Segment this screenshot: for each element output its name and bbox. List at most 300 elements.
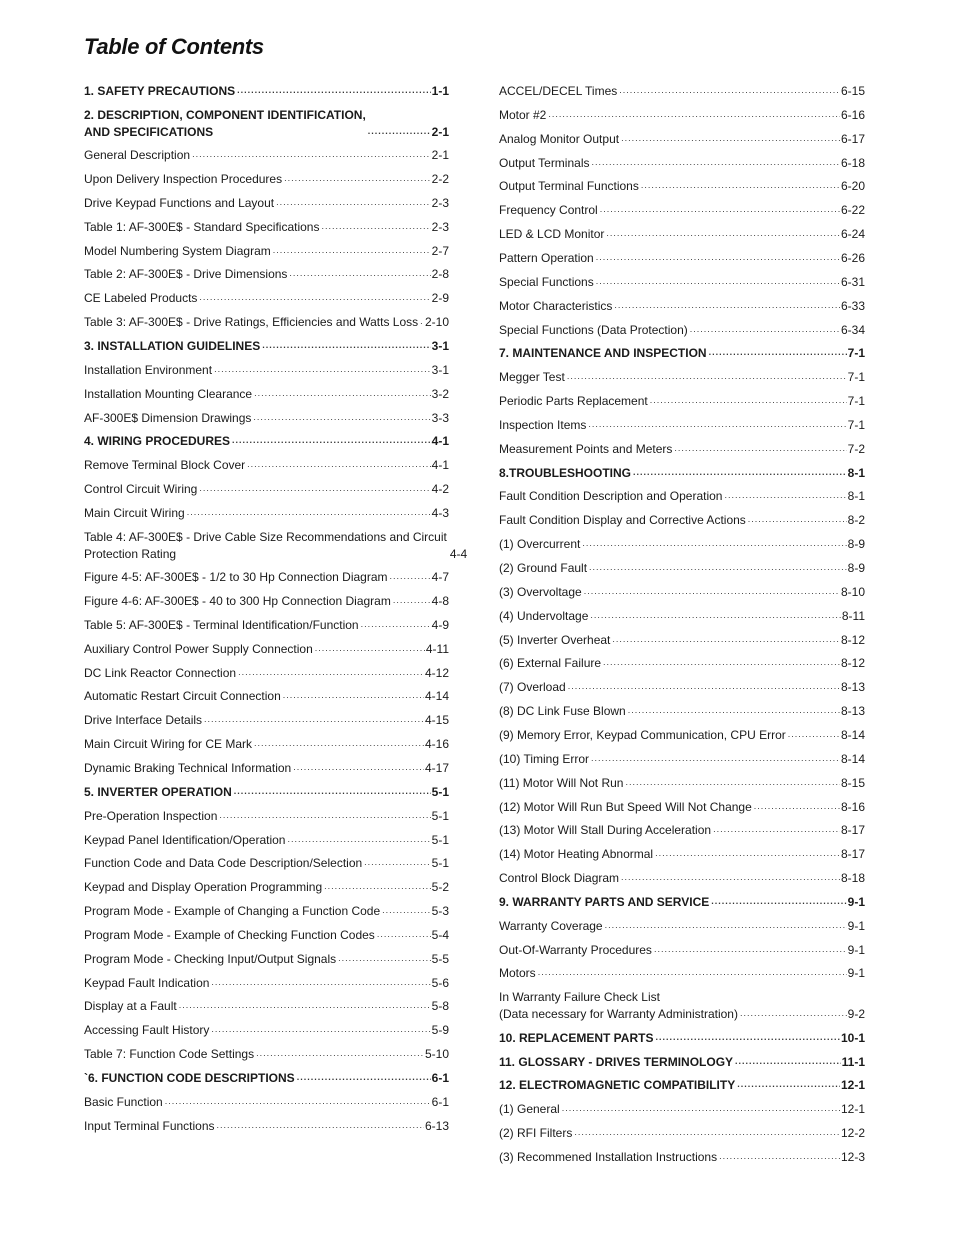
dot-leader bbox=[538, 968, 847, 977]
toc-entry-title: Main Circuit Wiring bbox=[84, 505, 185, 520]
toc-entry[interactable] bbox=[84, 809, 449, 823]
toc-page-number: 4-2 bbox=[431, 482, 449, 497]
dot-leader bbox=[591, 754, 840, 763]
toc-entry-title: (7) Overload bbox=[499, 680, 566, 695]
toc-entry[interactable] bbox=[84, 880, 449, 894]
toc-entry[interactable] bbox=[499, 156, 865, 170]
toc-entry-title: (8) DC Link Fuse Blown bbox=[499, 704, 626, 719]
dot-leader bbox=[338, 954, 431, 963]
toc-entry[interactable] bbox=[499, 418, 865, 432]
toc-page-number: 8-9 bbox=[847, 537, 865, 552]
toc-section-heading[interactable] bbox=[499, 1031, 865, 1045]
dot-leader bbox=[377, 930, 431, 939]
toc-page-number: 12-1 bbox=[840, 1102, 865, 1117]
dot-leader bbox=[719, 1152, 840, 1161]
toc-section-heading[interactable] bbox=[84, 84, 449, 98]
dot-leader bbox=[204, 715, 424, 724]
toc-page-number: 8-13 bbox=[840, 680, 865, 695]
toc-entry[interactable] bbox=[84, 833, 449, 847]
toc-entry-title: 10. REPLACEMENT PARTS bbox=[499, 1030, 654, 1045]
toc-entry[interactable] bbox=[84, 1119, 449, 1133]
toc-entry[interactable] bbox=[499, 108, 865, 122]
toc-page-number: 6-31 bbox=[840, 274, 865, 289]
toc-entry[interactable] bbox=[499, 442, 865, 456]
toc-entry[interactable] bbox=[84, 482, 449, 496]
toc-entry[interactable] bbox=[84, 387, 449, 401]
toc-page-number: 6-1 bbox=[431, 1071, 449, 1085]
toc-entry-title: (10) Timing Error bbox=[499, 751, 590, 766]
toc-entry-title: Program Mode - Example of Changing a Function Code bbox=[84, 904, 381, 919]
toc-entry[interactable] bbox=[499, 251, 865, 265]
toc-entry-title: Megger Test bbox=[499, 370, 565, 385]
toc-entry[interactable] bbox=[84, 713, 449, 727]
toc-entry[interactable] bbox=[84, 267, 449, 281]
toc-entry-title: Inspection Items bbox=[499, 417, 587, 432]
dot-leader bbox=[674, 444, 846, 453]
toc-page-number: 7-1 bbox=[847, 370, 865, 385]
toc-entry-title: Auxiliary Control Power Supply Connection bbox=[84, 641, 313, 656]
toc-page-number: 6-18 bbox=[840, 155, 865, 170]
toc-entry-title: Program Mode - Example of Checking Function Codes bbox=[84, 927, 375, 942]
toc-entry[interactable] bbox=[499, 1150, 865, 1164]
toc-entry[interactable] bbox=[499, 370, 865, 384]
toc-entry[interactable] bbox=[499, 704, 865, 718]
dot-leader bbox=[655, 849, 840, 858]
dot-leader bbox=[289, 269, 430, 278]
toc-entry-title: Output Terminal Functions bbox=[499, 179, 639, 194]
toc-entry[interactable] bbox=[499, 179, 865, 193]
toc-page-number: 5-1 bbox=[431, 832, 449, 847]
dot-leader bbox=[238, 668, 424, 677]
dot-leader bbox=[584, 587, 840, 596]
toc-section-heading[interactable] bbox=[84, 434, 449, 448]
toc-page-number: 8-17 bbox=[840, 823, 865, 838]
toc-section-heading[interactable] bbox=[499, 1078, 865, 1092]
toc-page-number: 5-1 bbox=[431, 856, 449, 871]
toc-entry-title: Automatic Restart Circuit Connection bbox=[84, 689, 281, 704]
dot-leader bbox=[211, 978, 430, 987]
toc-page-number: 5-4 bbox=[431, 927, 449, 942]
toc-entry[interactable] bbox=[84, 291, 449, 305]
toc-page-number: 5-6 bbox=[431, 975, 449, 990]
toc-page-number: 5-1 bbox=[431, 784, 449, 799]
toc-entry[interactable] bbox=[499, 203, 865, 217]
toc-entry-title: Periodic Parts Replacement bbox=[499, 394, 648, 409]
toc-page-number: 6-26 bbox=[840, 250, 865, 265]
toc-entry[interactable] bbox=[84, 761, 449, 775]
toc-entry[interactable] bbox=[499, 537, 865, 551]
toc-page-number: 4-15 bbox=[424, 713, 449, 728]
dot-leader bbox=[735, 1057, 841, 1066]
toc-page-number: 8-17 bbox=[840, 847, 865, 862]
dot-leader bbox=[628, 706, 840, 715]
toc-entry-title: Motor Characteristics bbox=[499, 298, 613, 313]
toc-entry-title: DC Link Reactor Connection bbox=[84, 665, 237, 680]
dot-leader bbox=[368, 127, 431, 136]
toc-entry[interactable] bbox=[499, 776, 865, 790]
dot-leader bbox=[592, 158, 840, 167]
toc-page-number: 2-3 bbox=[431, 219, 449, 234]
dot-leader bbox=[256, 1049, 424, 1058]
toc-entry[interactable] bbox=[84, 618, 449, 632]
toc-page-number: 9-1 bbox=[847, 894, 865, 909]
dot-leader bbox=[217, 1121, 424, 1130]
dot-leader bbox=[199, 293, 430, 302]
toc-section-heading[interactable] bbox=[84, 1071, 449, 1085]
toc-entry-title: Keypad and Display Operation Programming bbox=[84, 880, 323, 895]
toc-entry-title-line: (Data necessary for Warranty Administration) bbox=[499, 1007, 738, 1022]
toc-page-number: 4-12 bbox=[424, 665, 449, 680]
toc-page-number: 6-16 bbox=[840, 107, 865, 122]
toc-entry[interactable] bbox=[84, 666, 449, 680]
toc-entry-title: Accessing Fault History bbox=[84, 1023, 210, 1038]
toc-entry-title: Basic Function bbox=[84, 1094, 163, 1109]
dot-leader bbox=[606, 229, 840, 238]
toc-entry[interactable] bbox=[84, 244, 449, 258]
toc-page-number: 8-13 bbox=[840, 704, 865, 719]
toc-entry-title: (3) Recommened Installation Instructions bbox=[499, 1149, 718, 1164]
dot-leader bbox=[214, 365, 431, 374]
page-title: Table of Contents bbox=[84, 34, 264, 59]
toc-entry[interactable] bbox=[84, 737, 449, 751]
toc-page-number: 8-9 bbox=[847, 561, 865, 575]
toc-entry[interactable] bbox=[499, 656, 865, 670]
dot-leader bbox=[548, 110, 840, 119]
toc-entry[interactable] bbox=[499, 609, 865, 623]
toc-entry-title: Table 3: AF-300E$ - Drive Ratings, Efficiencies and Watts Loss bbox=[84, 315, 419, 330]
dot-leader bbox=[614, 301, 840, 310]
toc-entry-title: (2) Ground Fault bbox=[499, 561, 588, 575]
toc-entry-title: Table 7: Function Code Settings bbox=[84, 1047, 255, 1062]
dot-leader bbox=[276, 198, 431, 207]
toc-page-number: 8-12 bbox=[840, 632, 865, 647]
dot-leader bbox=[234, 787, 431, 796]
toc-page-number: 6-34 bbox=[840, 322, 865, 337]
toc-entry[interactable] bbox=[84, 976, 449, 990]
dot-leader bbox=[219, 811, 430, 820]
toc-entry-title bbox=[499, 990, 738, 1021]
toc-entry-title: 8.TROUBLESHOOTING bbox=[499, 465, 632, 480]
toc-entry-title: Analog Monitor Output bbox=[499, 131, 620, 146]
toc-entry-title: (1) General bbox=[499, 1102, 560, 1117]
toc-entry-title: 9. WARRANTY PARTS AND SERVICE bbox=[499, 894, 710, 909]
dot-leader bbox=[625, 778, 839, 787]
toc-entry-title: Program Mode - Checking Input/Output Signals bbox=[84, 951, 337, 966]
toc-entry[interactable] bbox=[499, 823, 865, 837]
toc-page-number: 8-10 bbox=[840, 584, 865, 599]
dot-leader bbox=[612, 635, 840, 644]
toc-entry[interactable] bbox=[84, 458, 449, 472]
dot-leader bbox=[590, 611, 840, 620]
toc-entry[interactable] bbox=[499, 990, 865, 1021]
toc-page-number: 2-10 bbox=[424, 315, 449, 330]
toc-entry-title: 5. INVERTER OPERATION bbox=[84, 784, 232, 799]
toc-entry[interactable] bbox=[499, 513, 865, 527]
toc-page-number: 12-3 bbox=[840, 1149, 865, 1164]
toc-entry-title: 1. SAFETY PRECAUTIONS bbox=[84, 84, 236, 98]
toc-page-number: 4-14 bbox=[424, 689, 449, 704]
dot-leader bbox=[262, 341, 430, 350]
toc-section-heading[interactable] bbox=[499, 346, 865, 360]
dot-leader bbox=[232, 436, 431, 445]
toc-entry-title: 11. GLOSSARY - DRIVES TERMINOLOGY bbox=[499, 1054, 734, 1069]
toc-entry-title: Fault Condition Display and Corrective Actions bbox=[499, 513, 746, 528]
toc-page-number: 4-16 bbox=[424, 737, 449, 752]
dot-leader bbox=[390, 572, 431, 581]
dot-leader bbox=[287, 835, 430, 844]
dot-leader bbox=[574, 1128, 840, 1137]
dot-leader bbox=[621, 873, 840, 882]
dot-leader bbox=[247, 460, 430, 469]
toc-entry[interactable] bbox=[84, 196, 449, 210]
toc-entry-title: Function Code and Data Code Description/Selection bbox=[84, 856, 363, 871]
toc-entry[interactable] bbox=[84, 220, 449, 234]
toc-entry-title: 4. WIRING PROCEDURES bbox=[84, 434, 231, 449]
toc-page-number: 7-2 bbox=[847, 441, 865, 456]
toc-entry-title: Frequency Control bbox=[499, 203, 598, 218]
toc-page-number: 6-20 bbox=[840, 179, 865, 194]
toc-entry[interactable] bbox=[499, 1102, 865, 1116]
toc-page-number: 5-3 bbox=[431, 904, 449, 919]
toc-page-number: 10-1 bbox=[840, 1030, 865, 1045]
toc-entry[interactable] bbox=[84, 529, 468, 561]
toc-entry-title: 7. MAINTENANCE AND INSPECTION bbox=[499, 346, 707, 361]
toc-entry-title: Warranty Coverage bbox=[499, 918, 603, 933]
toc-entry[interactable] bbox=[84, 856, 449, 870]
toc-entry-title: (9) Memory Error, Keypad Communication, CPU Error bbox=[499, 727, 786, 742]
dot-leader bbox=[621, 134, 840, 143]
toc-section-heading[interactable] bbox=[499, 466, 865, 480]
toc-entry-title: `6. FUNCTION CODE DESCRIPTIONS bbox=[84, 1071, 295, 1085]
toc-entry[interactable] bbox=[499, 871, 865, 885]
toc-page-number: 4-17 bbox=[424, 760, 449, 775]
toc-entry-title: 12. ELECTROMAGNETIC COMPATIBILITY bbox=[499, 1078, 736, 1093]
toc-entry[interactable] bbox=[499, 299, 865, 313]
toc-entry[interactable] bbox=[499, 323, 865, 337]
toc-entry[interactable] bbox=[84, 506, 449, 520]
toc-entry[interactable] bbox=[499, 966, 865, 980]
toc-page-number: 6-22 bbox=[840, 203, 865, 218]
toc-entry[interactable] bbox=[84, 904, 449, 918]
dot-leader bbox=[273, 246, 431, 255]
toc-page-number: 6-33 bbox=[840, 298, 865, 313]
toc-entry[interactable] bbox=[499, 680, 865, 694]
toc-entry-title: (4) Undervoltage bbox=[499, 608, 589, 623]
toc-entry-title: Upon Delivery Inspection Procedures bbox=[84, 172, 283, 187]
toc-page-number: 2-1 bbox=[431, 148, 449, 163]
toc-page-number: 2-7 bbox=[431, 243, 449, 258]
toc-entry[interactable] bbox=[84, 999, 449, 1013]
dot-leader bbox=[293, 763, 424, 772]
dot-leader bbox=[588, 420, 846, 429]
toc-entry-title: Special Functions (Data Protection) bbox=[499, 322, 688, 337]
toc-page-number: 5-1 bbox=[431, 808, 449, 823]
toc-entry-title: Figure 4-6: AF-300E$ - 40 to 300 Hp Connection Diagram bbox=[84, 594, 391, 608]
toc-entry-title: Table 1: AF-300E$ - Standard Specifications bbox=[84, 219, 320, 234]
dot-leader bbox=[315, 644, 425, 653]
toc-entry[interactable] bbox=[84, 1047, 449, 1061]
toc-entry-title: Control Circuit Wiring bbox=[84, 482, 198, 497]
toc-entry-title: Keypad Panel Identification/Operation bbox=[84, 832, 286, 847]
toc-page-number: 12-1 bbox=[840, 1078, 865, 1093]
dot-leader bbox=[324, 882, 431, 891]
dot-leader bbox=[582, 539, 846, 548]
dot-leader bbox=[420, 317, 424, 326]
toc-entry-title-line: In Warranty Failure Check List bbox=[499, 990, 660, 1005]
toc-page-number: 8-1 bbox=[847, 489, 865, 504]
toc-entry[interactable] bbox=[499, 847, 865, 861]
toc-entry-title: (3) Overvoltage bbox=[499, 584, 582, 599]
toc-entry[interactable] bbox=[499, 919, 865, 933]
toc-section-heading[interactable] bbox=[84, 339, 449, 353]
toc-entry-title: AF-300E$ Dimension Drawings bbox=[84, 410, 252, 425]
toc-entry-title: (2) RFI Filters bbox=[499, 1126, 573, 1141]
toc-page-number: 8-2 bbox=[847, 513, 865, 528]
toc-entry-title bbox=[84, 530, 447, 561]
toc-page-number: 12-2 bbox=[840, 1126, 865, 1141]
dot-leader bbox=[199, 484, 430, 493]
toc-page-number: 8-1 bbox=[847, 465, 865, 480]
toc-entry[interactable] bbox=[84, 952, 449, 966]
toc-entry-title: (14) Motor Heating Abnormal bbox=[499, 847, 654, 862]
toc-entry[interactable] bbox=[499, 394, 865, 408]
dot-leader bbox=[382, 906, 431, 915]
toc-page-number: 6-15 bbox=[840, 84, 865, 98]
toc-entry[interactable] bbox=[499, 633, 865, 647]
toc-entry-title bbox=[84, 108, 366, 139]
dot-leader bbox=[254, 389, 431, 398]
toc-entry[interactable] bbox=[499, 561, 865, 575]
toc-page-number: 8-12 bbox=[840, 656, 865, 671]
dot-leader bbox=[364, 858, 430, 867]
toc-page-number: 9-2 bbox=[847, 1007, 865, 1022]
toc-entry-title: (12) Motor Will Run But Speed Will Not Change bbox=[499, 799, 752, 814]
toc-entry-title: Model Numbering System Diagram bbox=[84, 243, 271, 258]
toc-entry[interactable] bbox=[84, 148, 449, 162]
dot-leader bbox=[237, 86, 431, 95]
toc-entry[interactable] bbox=[84, 928, 449, 942]
toc-entry[interactable] bbox=[499, 227, 865, 241]
dot-leader bbox=[596, 277, 840, 286]
toc-entry[interactable] bbox=[499, 728, 865, 742]
toc-page-number: 11-1 bbox=[841, 1054, 865, 1069]
toc-entry-title: Motor #2 bbox=[499, 107, 547, 122]
toc-entry[interactable] bbox=[84, 172, 449, 186]
dot-leader bbox=[650, 396, 847, 405]
toc-entry[interactable] bbox=[499, 1126, 865, 1140]
toc-entry[interactable] bbox=[499, 489, 865, 503]
dot-leader bbox=[321, 222, 430, 231]
toc-entry[interactable] bbox=[84, 315, 449, 329]
toc-page-number: 2-9 bbox=[431, 291, 449, 306]
toc-entry[interactable] bbox=[84, 1023, 449, 1037]
toc-entry-title: Table 5: AF-300E$ - Terminal Identification/Function bbox=[84, 617, 359, 632]
toc-entry-title: Special Functions bbox=[499, 274, 594, 289]
toc-page-number: 9-1 bbox=[847, 942, 865, 957]
toc-section-heading[interactable] bbox=[499, 1055, 865, 1069]
toc-page-number: 6-24 bbox=[840, 227, 865, 242]
dot-leader bbox=[690, 325, 840, 334]
toc-section-heading[interactable] bbox=[499, 895, 865, 909]
toc-page-number: 8-14 bbox=[840, 751, 865, 766]
toc-page-number: 6-1 bbox=[431, 1094, 449, 1109]
toc-entry[interactable] bbox=[84, 689, 449, 703]
toc-entry-title: LED & LCD Monitor bbox=[499, 227, 605, 242]
dot-leader bbox=[253, 413, 430, 422]
toc-entry-title-line: Protection Rating bbox=[84, 546, 177, 561]
toc-entry[interactable] bbox=[499, 84, 865, 98]
toc-entry-title: Main Circuit Wiring for CE Mark bbox=[84, 737, 253, 752]
toc-entry-title: Figure 4-5: AF-300E$ - 1/2 to 30 Hp Connection Diagram bbox=[84, 570, 388, 585]
toc-page-number: 4-11 bbox=[425, 641, 449, 656]
dot-leader bbox=[633, 468, 847, 477]
toc-entry-title: Drive Keypad Functions and Layout bbox=[84, 195, 275, 210]
dot-leader bbox=[361, 620, 431, 629]
toc-entry-title: (6) External Failure bbox=[499, 656, 602, 671]
toc-page-number: 8-14 bbox=[840, 727, 865, 742]
toc-entry[interactable] bbox=[499, 275, 865, 289]
toc-entry[interactable] bbox=[84, 642, 449, 656]
toc-page-number: 4-3 bbox=[431, 505, 449, 520]
toc-section-heading[interactable] bbox=[84, 785, 449, 799]
toc-page-number: 2-2 bbox=[431, 172, 449, 187]
dot-leader bbox=[788, 730, 840, 739]
toc-page-number: 9-1 bbox=[847, 966, 865, 981]
toc-page-number: 5-5 bbox=[431, 951, 449, 966]
dot-leader bbox=[596, 253, 840, 262]
toc-entry-title: Dynamic Braking Technical Information bbox=[84, 760, 292, 775]
toc-entry-title: 3. INSTALLATION GUIDELINES bbox=[84, 339, 261, 353]
toc-entry-title: (1) Overcurrent bbox=[499, 537, 581, 552]
dot-leader bbox=[283, 691, 424, 700]
dot-leader bbox=[754, 802, 840, 811]
toc-page-number: 4-7 bbox=[431, 570, 449, 585]
dot-leader bbox=[568, 682, 840, 691]
toc-page-number: 6-13 bbox=[424, 1118, 449, 1133]
dot-leader bbox=[713, 825, 840, 834]
toc-entry-title: Pre-Operation Inspection bbox=[84, 808, 218, 823]
toc-entry-title: Measurement Points and Meters bbox=[499, 441, 673, 456]
toc-entry[interactable] bbox=[84, 570, 449, 584]
toc-entry[interactable] bbox=[499, 585, 865, 599]
toc-entry-title: Display at a Fault bbox=[84, 999, 177, 1014]
toc-page-number: 7-1 bbox=[847, 417, 865, 432]
toc-page-number: 2-8 bbox=[431, 267, 449, 282]
toc-entry[interactable] bbox=[84, 1095, 449, 1109]
toc-page-number: 3-1 bbox=[431, 362, 449, 377]
toc-entry[interactable] bbox=[499, 752, 865, 766]
dot-leader bbox=[641, 181, 840, 190]
toc-entry-title: ACCEL/DECEL Times bbox=[499, 84, 618, 98]
dot-leader bbox=[284, 174, 431, 183]
toc-entry-title: Motors bbox=[499, 966, 536, 981]
toc-entry[interactable] bbox=[499, 132, 865, 146]
toc-entry-title: CE Labeled Products bbox=[84, 291, 198, 306]
toc-section-heading[interactable] bbox=[84, 108, 449, 139]
toc-entry[interactable] bbox=[499, 943, 865, 957]
toc-entry[interactable] bbox=[84, 363, 449, 377]
toc-entry-title: Installation Mounting Clearance bbox=[84, 386, 253, 401]
toc-entry-title: Out-Of-Warranty Procedures bbox=[499, 942, 652, 957]
toc-entry[interactable] bbox=[84, 594, 449, 608]
toc-entry[interactable] bbox=[499, 800, 865, 814]
toc-entry[interactable] bbox=[84, 411, 449, 425]
toc-page-number: 8-15 bbox=[840, 775, 865, 790]
toc-entry-title: Output Terminals bbox=[499, 155, 590, 170]
dot-leader bbox=[187, 508, 431, 517]
toc-entry-title-line: AND SPECIFICATIONS bbox=[84, 124, 214, 139]
dot-leader bbox=[605, 921, 847, 930]
